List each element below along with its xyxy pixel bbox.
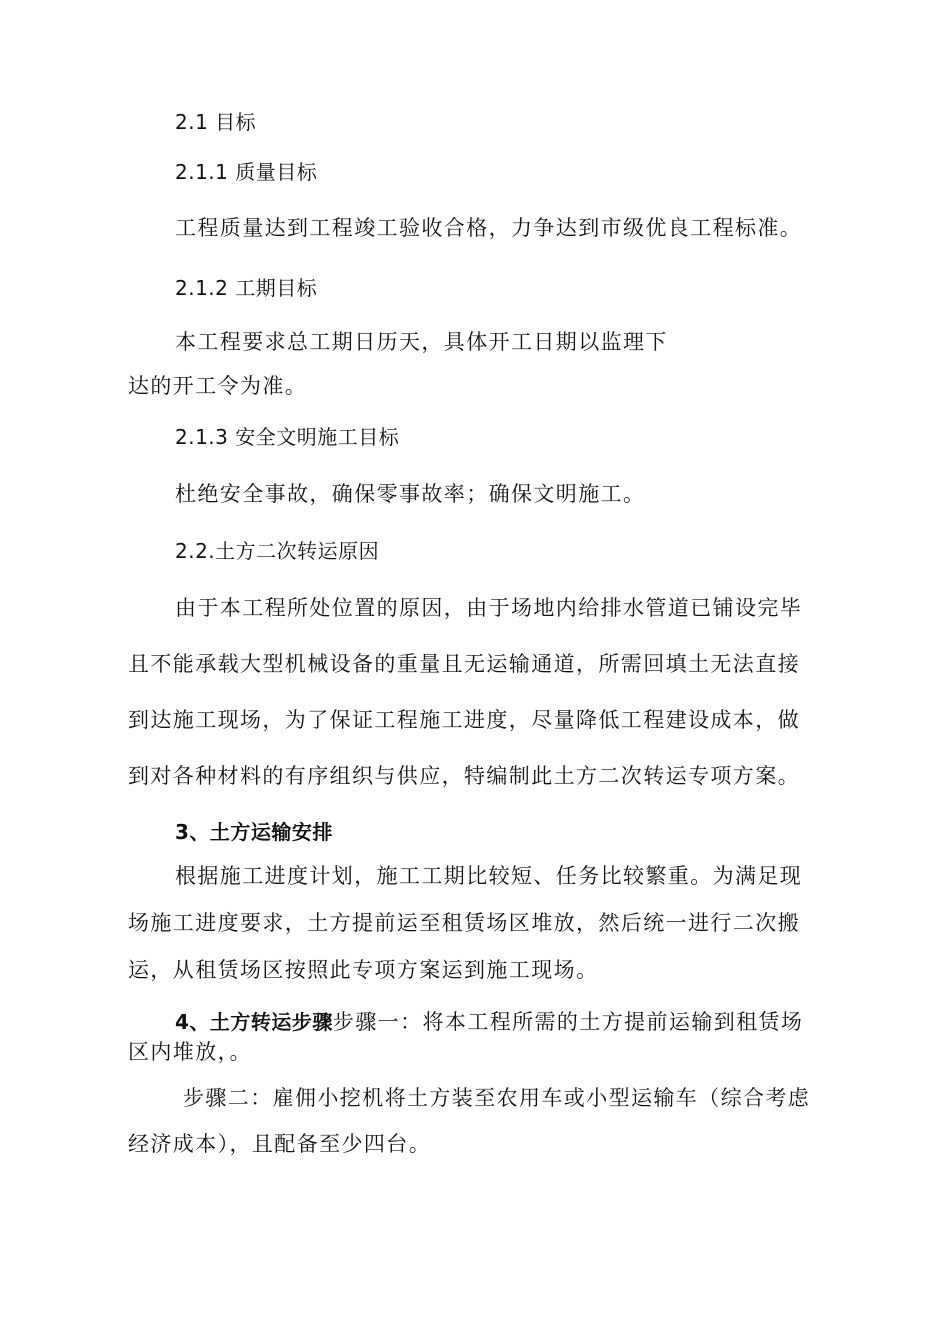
paragraph-quality-target: 工程质量达到工程竣工验收合格，力争达到市级优良工程标准。 [175,216,803,240]
paragraph-reason-line-1: 由于本工程所处位置的原因，由于场地内给排水管道已铺设完毕 [175,596,803,620]
paragraph-transport-line-1: 根据施工进度计划，施工工期比较短、任务比较繁重。为满足现 [175,864,803,888]
paragraph-step-1-line-2: 区内堆放，。 [128,1040,252,1064]
heading-2-1-3: 2.1.3 安全文明施工目标 [175,425,400,449]
paragraph-schedule-line-2: 达的开工令为准。 [128,374,308,398]
paragraph-reason-line-2: 且不能承载大型机械设备的重量且无运输通道，所需回填土无法直接 [128,652,800,676]
paragraph-reason-line-4: 到对各种材料的有序组织与供应，特编制此土方二次转运专项方案。 [128,764,800,788]
paragraph-reason-line-3: 到达施工现场，为了保证工程施工进度，尽量降低工程建设成本，做 [128,708,800,732]
paragraph-transport-line-3: 运，从租赁场区按照此专项方案运到施工现场。 [128,958,599,982]
paragraph-step-2-line-1: 步骤二：雇佣小挖机将土方装至农用车或小型运输车（综合考虑 [183,1086,811,1110]
paragraph-safety-target: 杜绝安全事故，确保零事故率；确保文明施工。 [175,482,646,506]
heading-2-1-1: 2.1.1 质量目标 [175,160,318,184]
heading-2-1: 2.1 目标 [175,110,257,134]
step-1-text: 步骤一：将本工程所需的土方提前运输到租赁场 [332,1010,804,1034]
paragraph-step-1-line-1 [175,1006,803,1036]
heading-2-1-2: 2.1.2 工期目标 [175,276,318,300]
paragraph-step-2-line-2: 经济成本），且配备至少四台。 [128,1132,432,1156]
paragraph-schedule-line-1: 本工程要求总工期日历天，具体开工日期以监理下 [175,330,668,354]
heading-4: 4、土方转运步骤 [175,1010,333,1034]
paragraph-transport-line-2: 场施工进度要求，土方提前运至租赁场区堆放，然后统一进行二次搬 [128,911,800,935]
heading-3: 3、土方运输安排 [175,820,333,844]
heading-2-2: 2.2.土方二次转运原因 [175,539,380,563]
